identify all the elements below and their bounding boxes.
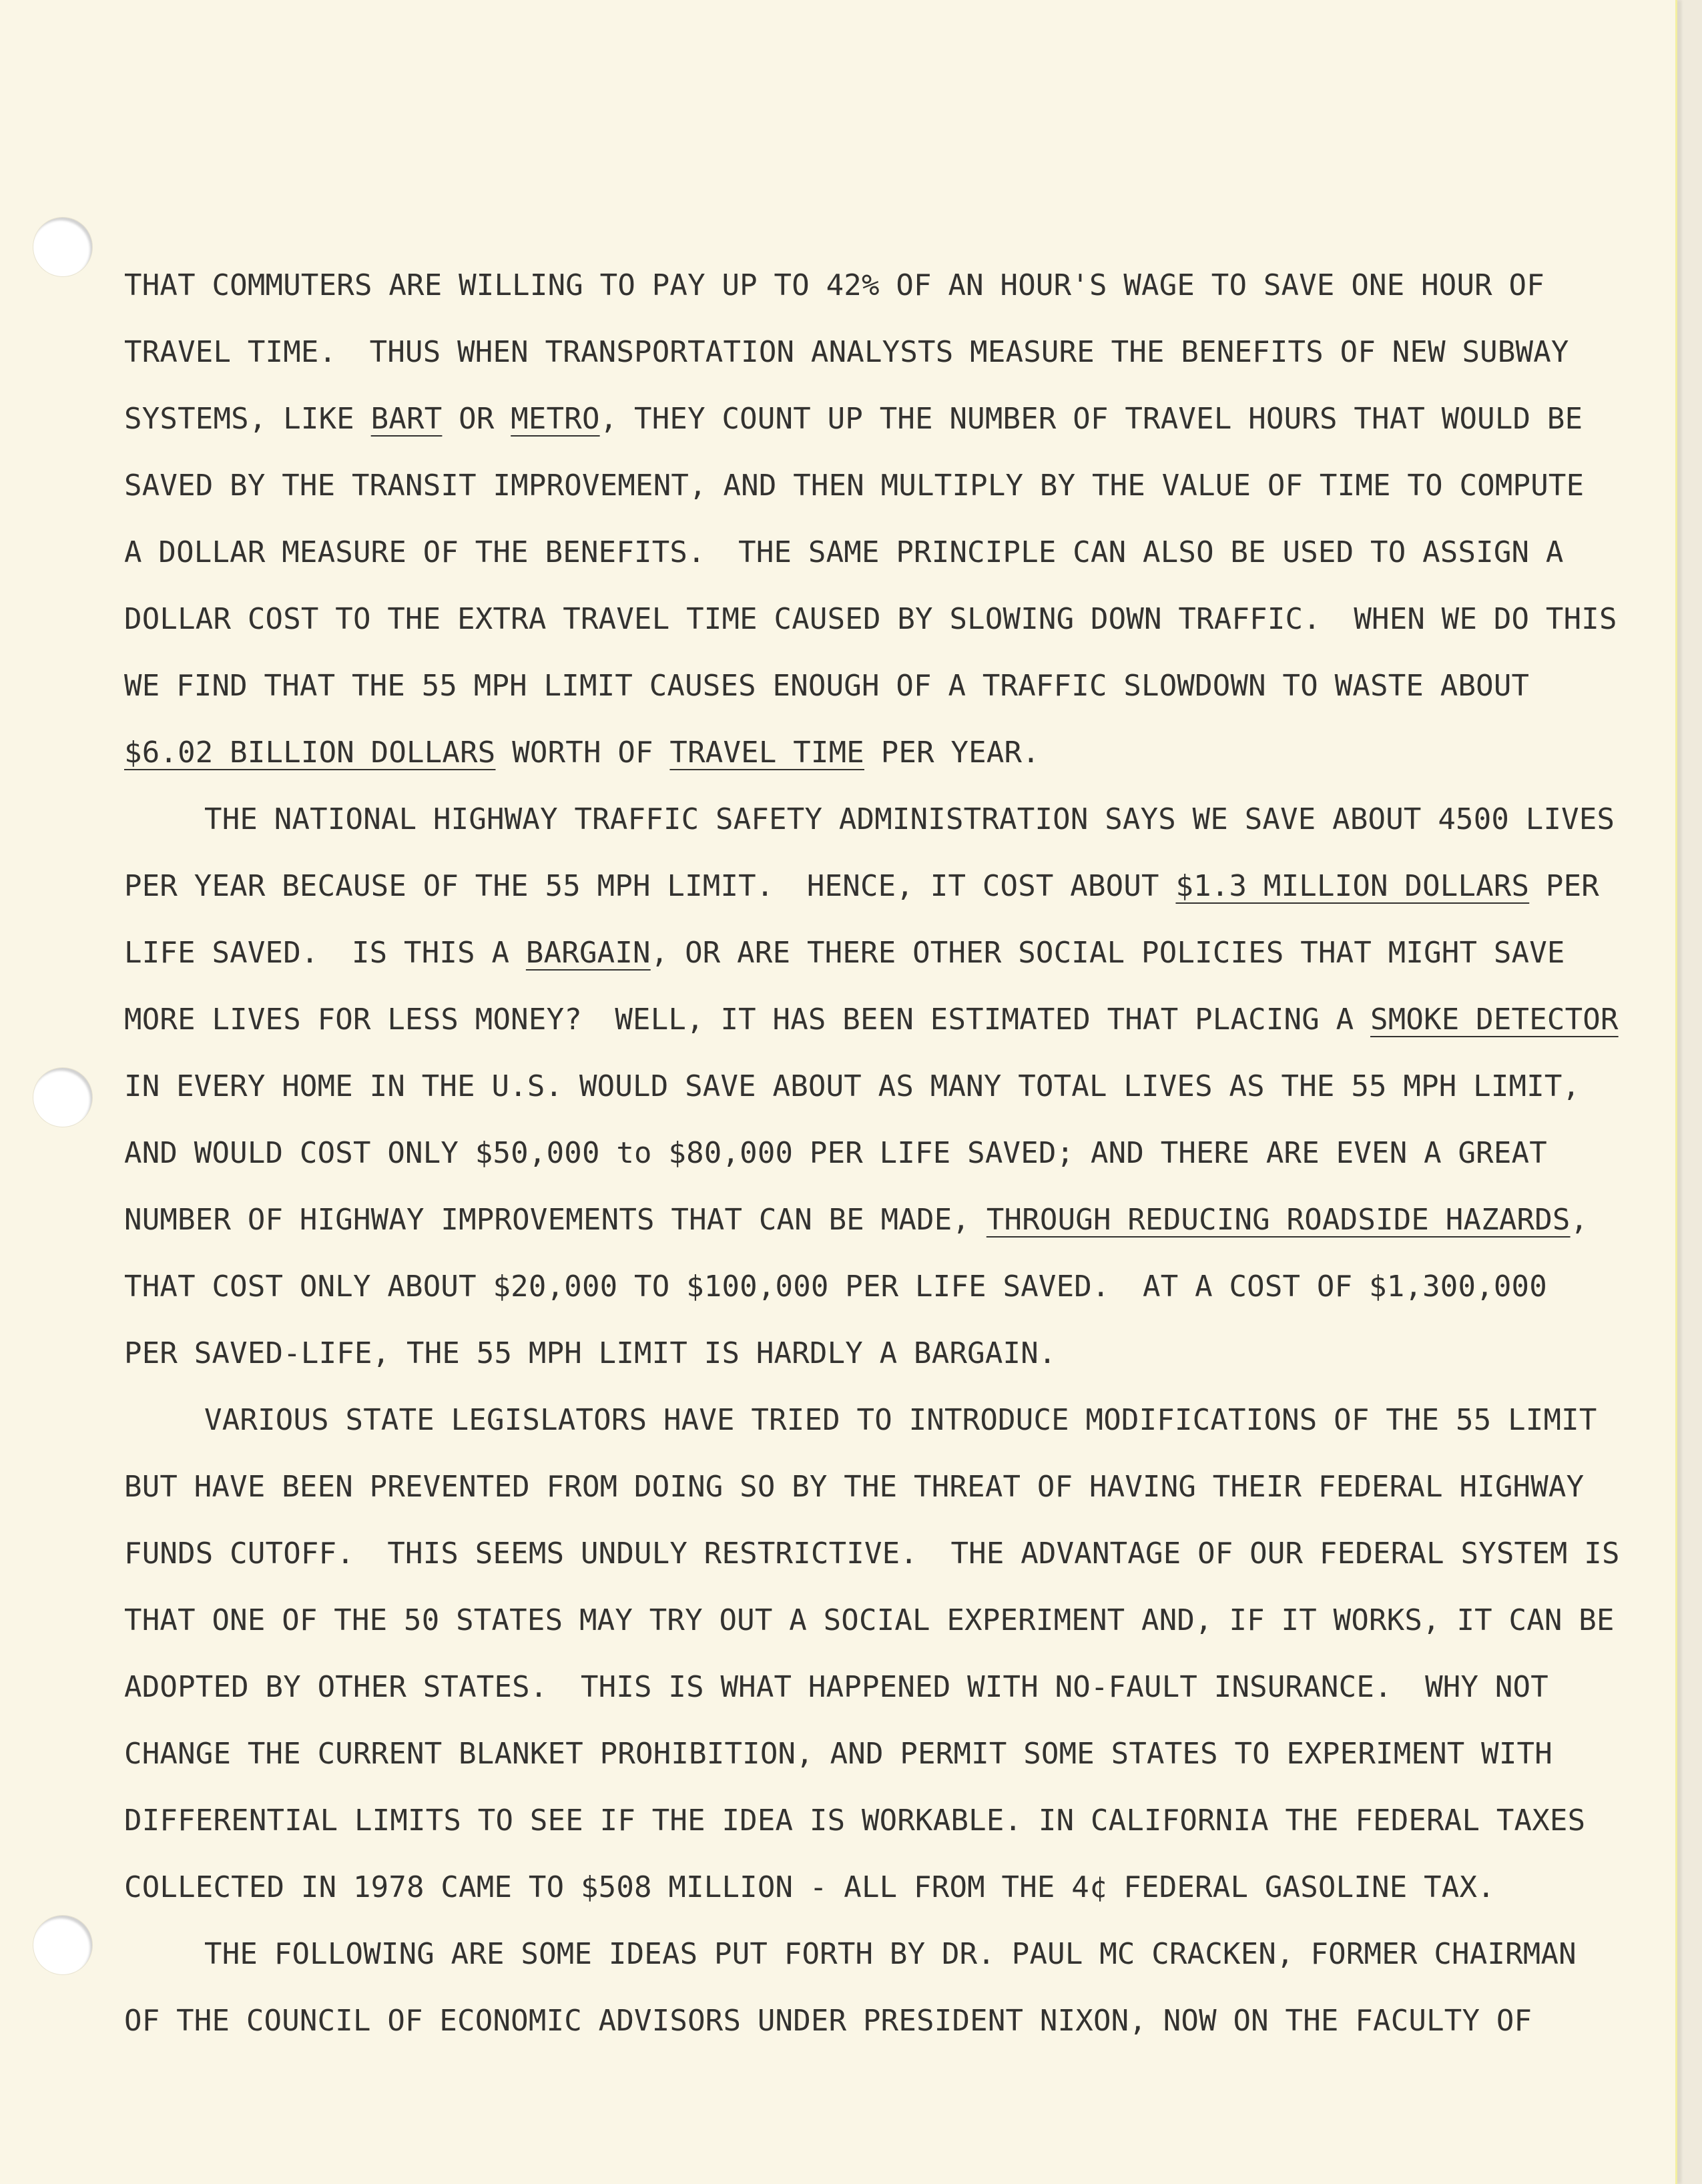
text-line: BUT HAVE BEEN PREVENTED FROM DOING SO BY THE THREAT OF HAVING THEIR FEDERAL HIGHWAY	[124, 1470, 1585, 1504]
underlined-term: METRO	[511, 402, 600, 436]
text-line: VARIOUS STATE LEGISLATORS HAVE TRIED TO INTRODUCE MODIFICATIONS OF THE 55 LIMIT	[204, 1403, 1597, 1437]
text-line: IN EVERY HOME IN THE U.S. WOULD SAVE ABOUT AS MANY TOTAL LIVES AS THE 55 MPH LIMIT,	[124, 1069, 1581, 1103]
underlined-term: SMOKE DETECTOR	[1370, 1003, 1619, 1037]
underlined-term: THROUGH REDUCING ROADSIDE HAZARDS	[986, 1203, 1571, 1237]
text-line: AND WOULD COST ONLY $50,000 to $80,000 PER LIFE SAVED; AND THERE ARE EVEN A GREAT	[124, 1136, 1547, 1170]
text-line: CHANGE THE CURRENT BLANKET PROHIBITION, AND PERMIT SOME STATES TO EXPERIMENT WITH	[124, 1737, 1552, 1771]
text-line: THAT ONE OF THE 50 STATES MAY TRY OUT A SOCIAL EXPERIMENT AND, IF IT WORKS, IT CAN BE	[124, 1603, 1615, 1637]
text-line: DIFFERENTIAL LIMITS TO SEE IF THE IDEA IS WORKABLE. IN CALIFORNIA THE FEDERAL TAXES	[124, 1804, 1586, 1838]
text-line: FUNDS CUTOFF. THIS SEEMS UNDULY RESTRICTIVE. THE ADVANTAGE OF OUR FEDERAL SYSTEM IS	[124, 1537, 1620, 1571]
text-line: SAVED BY THE TRANSIT IMPROVEMENT, AND THEN MULTIPLY BY THE VALUE OF TIME TO COMPUTE	[124, 469, 1585, 503]
underlined-term: BARGAIN	[525, 936, 651, 970]
text-line: SYSTEMS, LIKE BART OR METRO, THEY COUNT UP THE NUMBER OF TRAVEL HOURS THAT WOULD BE	[124, 402, 1583, 436]
text-line: MORE LIVES FOR LESS MONEY? WELL, IT HAS BEEN ESTIMATED THAT PLACING A SMOKE DETECTOR	[124, 1003, 1619, 1037]
binder-hole-top	[33, 218, 92, 276]
text-line: DOLLAR COST TO THE EXTRA TRAVEL TIME CAUSED BY SLOWING DOWN TRAFFIC. WHEN WE DO THIS	[124, 602, 1617, 636]
body-text	[124, 262, 1620, 2064]
text-line: $6.02 BILLION DOLLARS WORTH OF TRAVEL TIME PER YEAR.	[124, 736, 1040, 770]
text-line: THE NATIONAL HIGHWAY TRAFFIC SAFETY ADMINISTRATION SAYS WE SAVE ABOUT 4500 LIVES	[204, 802, 1615, 836]
binder-hole-bottom	[33, 1916, 92, 1974]
text-line: OF THE COUNCIL OF ECONOMIC ADVISORS UNDER PRESIDENT NIXON, NOW ON THE FACULTY OF	[124, 2004, 1532, 2038]
underlined-term: $1.3 MILLION DOLLARS	[1175, 869, 1530, 903]
underlined-term: $6.02 BILLION DOLLARS	[124, 736, 496, 770]
text-line: THE FOLLOWING ARE SOME IDEAS PUT FORTH BY DR. PAUL MC CRACKEN, FORMER CHAIRMAN	[204, 1937, 1577, 1971]
underlined-term: BART	[370, 402, 443, 436]
text-line: PER YEAR BECAUSE OF THE 55 MPH LIMIT. HENCE, IT COST ABOUT $1.3 MILLION DOLLARS PER	[124, 869, 1599, 903]
text-line: THAT COST ONLY ABOUT $20,000 TO $100,000 PER LIFE SAVED. AT A COST OF $1,300,000	[124, 1270, 1547, 1304]
underlined-term: TRAVEL TIME	[669, 736, 864, 770]
text-line: THAT COMMUTERS ARE WILLING TO PAY UP TO 42% OF AN HOUR'S WAGE TO SAVE ONE HOUR OF	[124, 268, 1544, 302]
binder-hole-middle	[33, 1068, 92, 1127]
text-line: TRAVEL TIME. THUS WHEN TRANSPORTATION ANALYSTS MEASURE THE BENEFITS OF NEW SUBWAY	[124, 335, 1569, 369]
text-line: A DOLLAR MEASURE OF THE BENEFITS. THE SAME PRINCIPLE CAN ALSO BE USED TO ASSIGN A	[124, 535, 1564, 569]
text-line: ADOPTED BY OTHER STATES. THIS IS WHAT HAPPENED WITH NO-FAULT INSURANCE. WHY NOT	[124, 1670, 1548, 1704]
text-line: COLLECTED IN 1978 CAME TO $508 MILLION - ALL FROM THE 4¢ FEDERAL GASOLINE TAX.	[124, 1870, 1495, 1904]
text-line: WE FIND THAT THE 55 MPH LIMIT CAUSES ENOUGH OF A TRAFFIC SLOWDOWN TO WASTE ABOUT	[124, 669, 1530, 703]
text-line: PER SAVED-LIFE, THE 55 MPH LIMIT IS HARDLY A BARGAIN.	[124, 1336, 1057, 1370]
text-line: NUMBER OF HIGHWAY IMPROVEMENTS THAT CAN BE MADE, THROUGH REDUCING ROADSIDE HAZARDS,	[124, 1203, 1589, 1237]
text-line: LIFE SAVED. IS THIS A BARGAIN, OR ARE THERE OTHER SOCIAL POLICIES THAT MIGHT SAVE	[124, 936, 1565, 970]
